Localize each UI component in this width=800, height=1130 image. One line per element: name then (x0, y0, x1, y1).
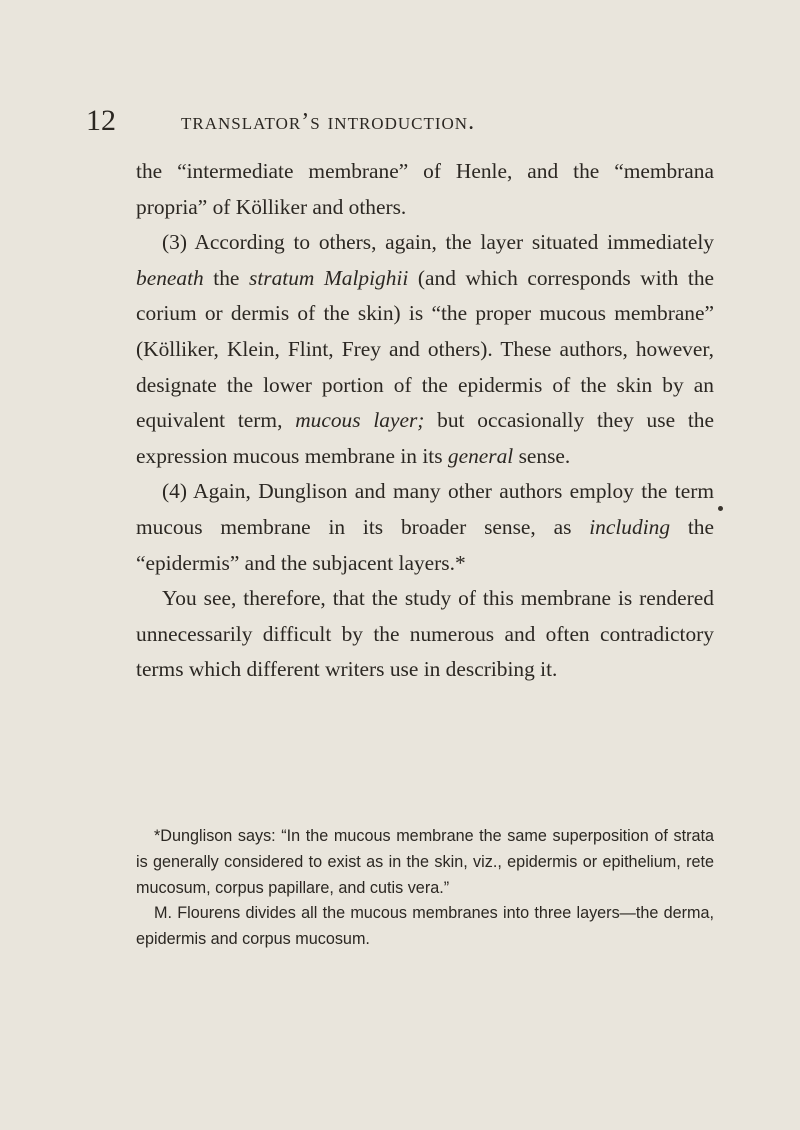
paragraph-2-text-2: the (203, 265, 249, 290)
italic-stratum-malpighii: stratum Malpighii (249, 265, 409, 290)
italic-including: including (589, 514, 671, 539)
italic-beneath: beneath (136, 265, 204, 290)
paragraph-3 (136, 474, 714, 581)
paragraph-4 (136, 581, 714, 688)
paragraph-2-text-1: (3) According to others, again, the layer situated immediately (162, 230, 714, 255)
paragraph-1-text: the “intermediate membrane” of Henle, and the “membrana propria” of Kölliker and others. (136, 159, 714, 219)
paragraph-2-text-3: (and which corresponds with the corium or dermis of the skin) is “the proper mucous membrane” (Kölliker, Klein, Flint, Frey and others). These authors, however, designate the lower portion of the epidermis of the skin by an equivalent term, (136, 265, 715, 433)
paragraph-2-text-4: but occasionally they use the expression mucous membrane in its (136, 408, 714, 468)
paragraph-3-text-1: (4) Again, Dunglison and many other authors employ the term mucous membrane in its broader sense, as (136, 479, 714, 539)
page-header (86, 104, 726, 138)
footnote-dunglison: *Dunglison says: “In the mucous membrane the same superposition of strata is generally considered to exist as in the skin, viz., epidermis or epithelium, rete mucosum, corpus papillare, and cutis vera.” (136, 827, 714, 897)
italic-mucous-layer: mucous layer; (295, 408, 425, 433)
paragraph-2 (136, 225, 714, 474)
paragraph-3-text-2: the “epidermis” and the subjacent layers.* (136, 514, 714, 575)
paragraph-4-text: You see, therefore, that the study of this membrane is rendered unnecessarily difficult by the numerous and often contradictory terms which different writers use in describing it. (136, 586, 714, 682)
ink-speck (718, 506, 723, 511)
italic-general: general (447, 443, 514, 468)
paragraph-1 (136, 154, 714, 225)
body-text (136, 154, 714, 688)
paragraph-2-text-5: sense. (513, 443, 571, 468)
running-head: translator’s introduction. (181, 109, 476, 135)
footnotes (136, 824, 714, 953)
page-number: 12 (86, 104, 116, 137)
footnote-flourens: M. Flourens divides all the mucous membranes into three layers—the derma, epidermis and corpus mucosum. (136, 904, 714, 949)
